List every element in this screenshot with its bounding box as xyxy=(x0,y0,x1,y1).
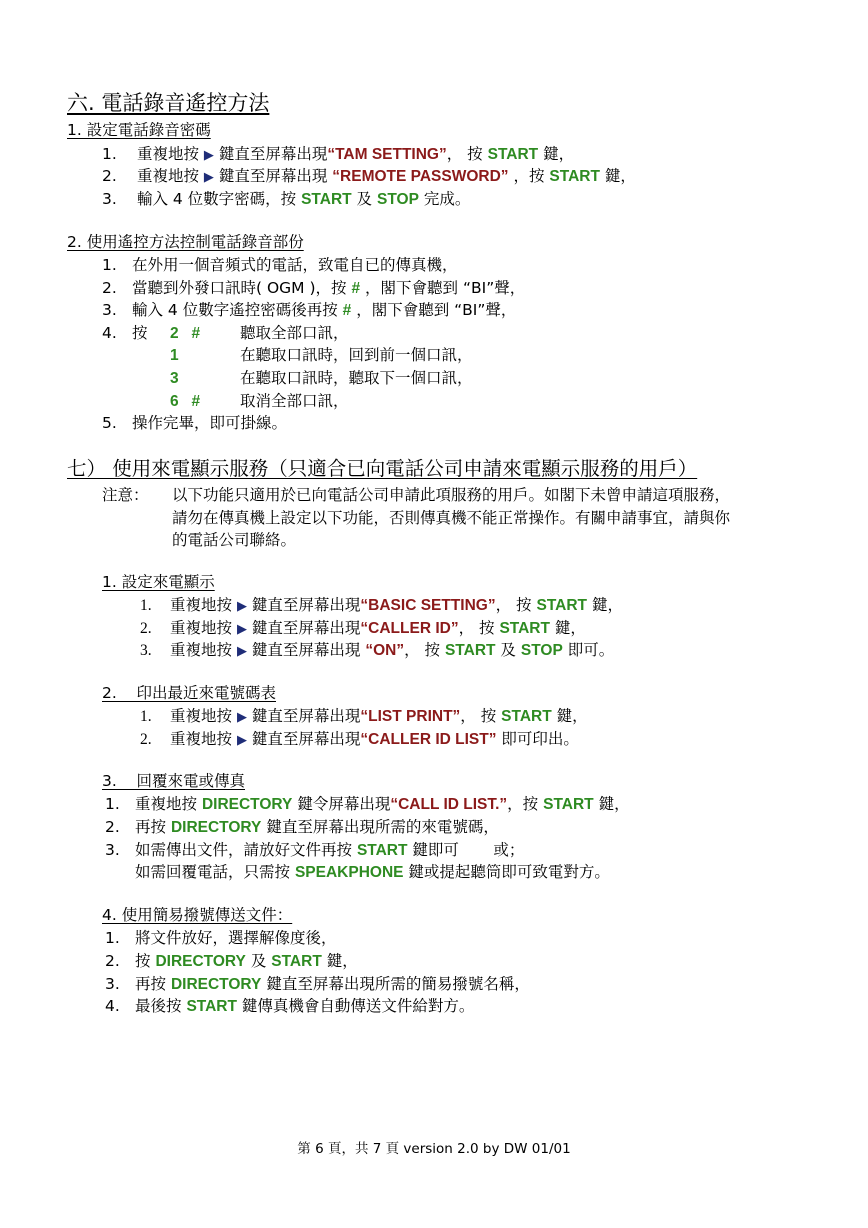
arrow-icon: ▶ xyxy=(236,622,247,637)
list-item: 2. 重複地按 ▶ 鍵直至屏幕出現“CALLER ID LIST” 即可印出。 xyxy=(140,730,579,748)
list-item: 1. 在外用一個音頻式的電話，致電自已的傳真機， xyxy=(102,256,458,274)
list-item: 3. 輸入 4 位數字遙控密碼後再按 # ，閣下會聽到 “BI”聲， xyxy=(102,301,517,319)
list-item: 5. 操作完畢，即可掛線。 xyxy=(102,414,288,432)
list-item: 3. 重複地按 ▶ 鍵直至屏幕出現 “ON”， 按 START 及 STOP 即可。 xyxy=(140,641,615,659)
note-line: 請勿在傳真機上設定以下功能，否則傳真機不能正常操作。有關申請事宜，請與你 xyxy=(172,509,731,527)
note-label: 注意： xyxy=(102,486,149,504)
list-item: 2. 再按 DIRECTORY 鍵直至屏幕出現所需的來電號碼， xyxy=(105,818,499,836)
list-item: 1 在聽取口訊時，回到前一個口訊， xyxy=(170,346,473,364)
list-item: 2. 當聽到外發口訊時( OGM )，按 # ，閣下會聽到 “BI”聲， xyxy=(102,279,526,297)
list-item: 1. 重複地按 ▶ 鍵直至屏幕出現“TAM SETTING”， 按 START 鍵， xyxy=(102,145,575,163)
section-6-title: 六. 電話錄音遙控方法 xyxy=(67,91,270,115)
arrow-icon: ▶ xyxy=(203,170,214,185)
list-item: 如需回覆電話，只需按 SPEAKPHONE 鍵或提起聽筒即可致電對方。 xyxy=(135,863,610,881)
list-item: 2. 重複地按 ▶ 鍵直至屏幕出現 “REMOTE PASSWORD” ，按 START 鍵， xyxy=(102,167,636,185)
list-item: 3 在聽取口訊時，聽取下一個口訊， xyxy=(170,369,473,387)
section-7-4-heading: 4. 使用簡易撥號傳送文件： xyxy=(102,906,293,924)
note-line: 以下功能只適用於已向電話公司申請此項服務的用戶。如閣下未曾申請這項服務， xyxy=(172,486,731,504)
list-item: 2. 重複地按 ▶ 鍵直至屏幕出現“CALLER ID”， 按 START 鍵， xyxy=(140,619,586,637)
list-item: 4. 最後按 START 鍵傳真機會自動傳送文件給對方。 xyxy=(105,997,475,1015)
section-6-1-heading: 1. 設定電話錄音密碼 xyxy=(67,121,211,139)
list-item: 3. 輸入 4 位數字密碼，按 START 及 STOP 完成。 xyxy=(102,190,471,208)
list-item: 1. 重複地按 ▶ 鍵直至屏幕出現“LIST PRINT”， 按 START 鍵， xyxy=(140,707,588,725)
arrow-icon: ▶ xyxy=(236,710,247,725)
arrow-icon: ▶ xyxy=(236,599,247,614)
list-item: 3. 再按 DIRECTORY 鍵直至屏幕出現所需的簡易撥號名稱， xyxy=(105,975,530,993)
list-item: 1. 重複地按 DIRECTORY 鍵令屏幕出現“CALL ID LIST.”，按 START 鍵， xyxy=(105,795,630,813)
section-7-title: 七） 使用來電顯示服務（只適合已向電話公司申請來電顯示服務的用戶） xyxy=(67,457,698,480)
list-item: 1. 將文件放好，選擇解像度後， xyxy=(105,929,337,947)
note-line: 的電話公司聯絡。 xyxy=(172,531,297,549)
list-item: 1. 重複地按 ▶ 鍵直至屏幕出現“BASIC SETTING”， 按 START 鍵， xyxy=(140,596,623,614)
arrow-icon: ▶ xyxy=(236,733,247,748)
section-7-3-heading: 3. 回覆來電或傳真 xyxy=(102,772,245,790)
list-item: 4. 按 2 # 聽取全部口訊， xyxy=(102,324,349,342)
section-7-1-heading: 1. 設定來電顯示 xyxy=(102,573,215,591)
arrow-icon: ▶ xyxy=(203,148,214,163)
list-item: 2. 按 DIRECTORY 及 START 鍵， xyxy=(105,952,358,970)
section-6-2-heading: 2. 使用遙控方法控制電話錄音部份 xyxy=(67,233,304,251)
list-item: 3. 如需傳出文件，請放好文件再按 START 鍵即可 或； xyxy=(105,841,525,859)
arrow-icon: ▶ xyxy=(236,644,247,659)
page-footer: 第 6 頁，共 7 頁 version 2.0 by DW 01/01 xyxy=(297,1141,571,1157)
list-item: 6 # 取消全部口訊， xyxy=(170,392,349,410)
section-7-2-heading: 2. 印出最近來電號碼表 xyxy=(102,684,276,702)
